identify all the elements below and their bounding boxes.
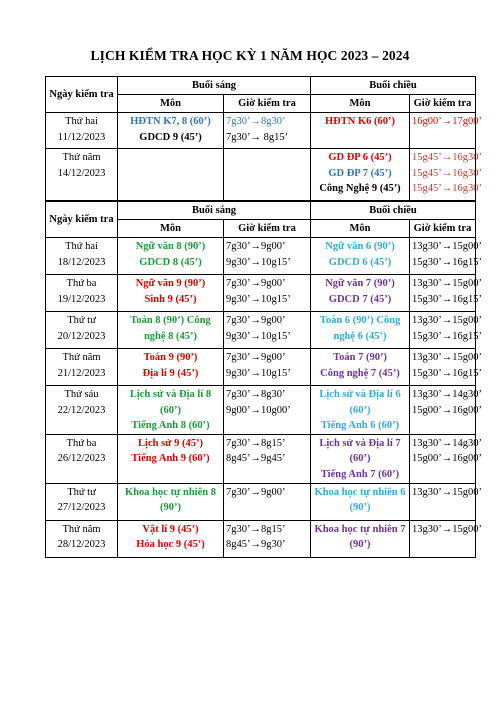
subject-afternoon xyxy=(311,149,410,201)
exam-time: 16g00’→17g00’ xyxy=(412,116,482,128)
time-afternoon xyxy=(410,149,482,201)
header-subject-morning: Môn xyxy=(118,95,224,113)
exam-time: 9g30’→10g15’ xyxy=(226,256,291,268)
time-morning xyxy=(224,483,311,520)
exam-time: 7g30’→9g00’ xyxy=(226,486,286,498)
time-afternoon xyxy=(410,435,482,484)
subject-morning xyxy=(118,386,224,435)
time-afternoon xyxy=(410,349,482,386)
exam-time: 7g30’→8g15’ xyxy=(226,523,286,535)
date-line: 18/12/2023 xyxy=(57,256,106,268)
exam-time: 13g30’→15g00’ xyxy=(412,352,482,364)
header-time-afternoon: Giờ kiểm tra xyxy=(410,95,476,113)
header-time-morning: Giờ kiểm tra xyxy=(224,220,311,238)
header-afternoon: Buổi chiều xyxy=(311,77,476,95)
exam-date xyxy=(46,386,118,435)
exam-time: 15g30’→16g15’ xyxy=(412,293,482,305)
exam-time: 13g30’→15g00’ xyxy=(412,486,482,498)
time-afternoon xyxy=(410,483,482,520)
time-morning xyxy=(224,113,311,149)
subject-morning xyxy=(118,238,224,275)
subject-afternoon xyxy=(311,520,410,557)
subject-afternoon xyxy=(311,349,410,386)
time-afternoon xyxy=(410,520,482,557)
time-morning xyxy=(224,435,311,484)
table2-body xyxy=(46,202,482,558)
subject-name: Ngữ văn 9 (90’) xyxy=(135,278,206,290)
header-date: Ngày kiểm tra xyxy=(46,77,118,113)
header-subject-afternoon: Môn xyxy=(311,220,410,238)
date-line: Thứ năm xyxy=(62,523,101,535)
time-morning xyxy=(224,275,311,312)
subject-name: GDCD 9 (45’) xyxy=(139,131,202,143)
subject-name: Toán 7 (90’) xyxy=(333,352,387,364)
exam-time: 7g30’→ 8g15’ xyxy=(226,131,289,143)
table-row xyxy=(46,520,476,557)
exam-time: 15g00’→16g00’ xyxy=(412,404,482,416)
date-line: Thứ sáu xyxy=(64,389,99,401)
subject-name: Lịch sử 9 (45’) xyxy=(138,438,203,450)
header-time-afternoon: Giờ kiểm tra xyxy=(410,220,476,238)
exam-date xyxy=(46,238,118,275)
subject-afternoon xyxy=(311,113,410,149)
table-row xyxy=(46,149,476,201)
time-morning xyxy=(224,386,311,435)
subject-name: GDCD 8 (45’) xyxy=(139,256,202,268)
date-line: 28/12/2023 xyxy=(57,538,106,550)
exam-time: 7g30’→9g00’ xyxy=(226,352,286,364)
exam-time: 13g30’→14g30’ xyxy=(412,438,482,450)
date-line: 19/12/2023 xyxy=(57,293,106,305)
date-line: Thứ hai xyxy=(65,241,98,253)
exam-time: 9g30’→10g15’ xyxy=(226,330,291,342)
subject-name: Ngữ văn 6 (90’) xyxy=(325,241,395,253)
exam-date xyxy=(46,349,118,386)
schedule-table-main xyxy=(45,201,482,558)
subject-morning xyxy=(118,483,224,520)
date-line: 14/12/2023 xyxy=(57,167,106,179)
date-line: Thứ tư xyxy=(67,315,96,327)
header-morning: Buổi sáng xyxy=(118,202,311,220)
exam-date xyxy=(46,483,118,520)
subject-name: Ngữ văn 8 (90’) xyxy=(135,241,206,253)
subject-morning xyxy=(118,435,224,484)
time-afternoon xyxy=(410,113,482,149)
exam-time: 9g00’→10g00’ xyxy=(226,404,291,416)
subject-name: Hóa học 9 (45’) xyxy=(136,538,205,550)
time-morning xyxy=(224,149,311,201)
exam-time: 7g30’→8g30’ xyxy=(226,116,286,128)
subject-afternoon xyxy=(311,312,410,349)
subject-morning xyxy=(118,312,224,349)
subject-name: Toán 9 (90’) xyxy=(143,352,198,364)
subject-morning xyxy=(118,113,224,149)
time-morning xyxy=(224,312,311,349)
subject-name: Địa lí 9 (45’) xyxy=(142,367,199,379)
subject-name: Lịch sử và Địa lí 6 (60’) xyxy=(319,389,401,416)
subject-name: GDCD 7 (45’) xyxy=(328,293,392,305)
exam-time: 13g30’→15g00’ xyxy=(412,315,482,327)
exam-time: 15g45’→16g30’ xyxy=(412,152,482,164)
exam-time: 15g45’→16g30’ xyxy=(412,182,482,194)
subject-name: Vật lí 9 (45’) xyxy=(142,523,199,535)
date-line: 26/12/2023 xyxy=(57,453,106,465)
exam-time: 13g30’→15g00’ xyxy=(412,278,482,290)
exam-time: 13g30’→15g00’ xyxy=(412,523,482,535)
subject-name: Toán 8 (90’) Công nghệ 8 (45’) xyxy=(130,315,211,342)
date-line: 11/12/2023 xyxy=(57,131,106,143)
subject-morning xyxy=(118,349,224,386)
exam-time: 15g30’→16g15’ xyxy=(412,256,482,268)
date-line: Thứ ba xyxy=(66,438,97,450)
exam-time: 15g30’→16g15’ xyxy=(412,330,482,342)
subject-afternoon xyxy=(311,483,410,520)
exam-time: 7g30’→8g15’ xyxy=(226,438,286,450)
subject-afternoon xyxy=(311,238,410,275)
time-morning xyxy=(224,349,311,386)
date-line: Thứ năm xyxy=(62,152,101,164)
header-morning: Buổi sáng xyxy=(118,77,311,95)
subject-morning xyxy=(118,275,224,312)
exam-time: 15g45’→16g30’ xyxy=(412,167,482,179)
time-morning xyxy=(224,520,311,557)
date-line: 21/12/2023 xyxy=(57,367,106,379)
time-afternoon xyxy=(410,386,482,435)
exam-date xyxy=(46,520,118,557)
table-row xyxy=(46,483,476,520)
header-row xyxy=(46,202,476,220)
subject-name: Khoa học tự nhiên 6 (90’) xyxy=(314,486,406,513)
subject-name: Sinh 9 (45’) xyxy=(144,293,197,305)
exam-time: 15g30’→16g15’ xyxy=(412,367,482,379)
table-row xyxy=(46,435,476,484)
table-row xyxy=(46,312,476,349)
header-subject-morning: Môn xyxy=(118,220,224,238)
subject-name: Công nghệ 7 (45’) xyxy=(320,367,400,379)
header-row xyxy=(46,77,476,95)
subject-afternoon xyxy=(311,435,410,484)
exam-date xyxy=(46,113,118,149)
time-afternoon xyxy=(410,238,482,275)
exam-date xyxy=(46,435,118,484)
time-morning xyxy=(224,238,311,275)
exam-time: 15g00’→16g00’ xyxy=(412,453,482,465)
exam-date xyxy=(46,312,118,349)
subject-morning xyxy=(118,149,224,201)
exam-time: 7g30’→9g00’ xyxy=(226,278,286,290)
date-line: Thứ ba xyxy=(66,278,97,290)
subject-morning xyxy=(118,520,224,557)
subject-name: Tiếng Anh 9 (60’) xyxy=(131,453,210,465)
exam-time: 13g30’→15g00’ xyxy=(412,241,482,253)
exam-time: 7g30’→9g00’ xyxy=(226,241,286,253)
time-afternoon xyxy=(410,275,482,312)
subject-name: Ngữ văn 7 (90’) xyxy=(325,278,395,290)
date-line: Thứ tư xyxy=(67,486,96,498)
page-title: LỊCH KIỂM TRA HỌC KỲ 1 NĂM HỌC 2023 – 2024 xyxy=(90,48,410,63)
header-subject-afternoon: Môn xyxy=(311,95,410,113)
table-row xyxy=(46,275,476,312)
subject-name: GD ĐP 6 (45’) xyxy=(328,152,392,164)
subject-name: Tiếng Anh 6 (60’) xyxy=(320,419,400,431)
subject-name: Lịch sử và Địa lí 7 (60’) xyxy=(319,438,401,465)
exam-date xyxy=(46,275,118,312)
schedule-table-week1 xyxy=(45,76,482,201)
subject-name: HĐTN K6 (60’) xyxy=(325,116,395,128)
date-line: 27/12/2023 xyxy=(57,501,106,513)
subject-name: HĐTN K7, 8 (60’) xyxy=(130,116,211,128)
exam-time: 13g30’→14g30’ xyxy=(412,389,482,401)
subject-afternoon xyxy=(311,386,410,435)
subject-name: Tiếng Anh 7 (60’) xyxy=(320,468,400,480)
exam-date xyxy=(46,149,118,201)
header-time-morning: Giờ kiểm tra xyxy=(224,95,311,113)
subject-name: Tiếng Anh 8 (60’) xyxy=(131,419,210,431)
exam-time: 9g30’→10g15’ xyxy=(226,367,291,379)
date-line: 20/12/2023 xyxy=(57,330,106,342)
table-row xyxy=(46,113,476,149)
exam-time: 9g30’→10g15’ xyxy=(226,293,291,305)
date-line: Thứ hai xyxy=(65,116,98,128)
subject-name: GD ĐP 7 (45’) xyxy=(328,167,392,179)
subject-name: Khoa học tự nhiên 8 (90’) xyxy=(125,486,216,513)
subject-name: Công Nghệ 9 (45’) xyxy=(319,182,401,194)
subject-afternoon xyxy=(311,275,410,312)
subject-name: Toán 6 (90’) Công nghệ 6 (45’) xyxy=(319,315,401,342)
table-row xyxy=(46,238,476,275)
header-date: Ngày kiểm tra xyxy=(46,202,118,238)
exam-time: 7g30’→9g00’ xyxy=(226,315,286,327)
exam-time: 8g45’→9g45’ xyxy=(226,453,286,465)
header-afternoon: Buổi chiều xyxy=(311,202,476,220)
date-line: 22/12/2023 xyxy=(57,404,106,416)
date-line: Thứ năm xyxy=(62,352,101,364)
table-row xyxy=(46,386,476,435)
exam-time: 8g45’→9g30’ xyxy=(226,538,286,550)
subject-name: GDCD 6 (45’) xyxy=(328,256,392,268)
subject-name: Khoa học tự nhiên 7 (90’) xyxy=(314,523,406,550)
exam-time: 7g30’→8g30’ xyxy=(226,389,286,401)
time-afternoon xyxy=(410,312,482,349)
table1-body xyxy=(46,77,482,201)
table-row xyxy=(46,349,476,386)
subject-name: Lịch sử và Địa lí 8 (60’) xyxy=(129,389,212,416)
